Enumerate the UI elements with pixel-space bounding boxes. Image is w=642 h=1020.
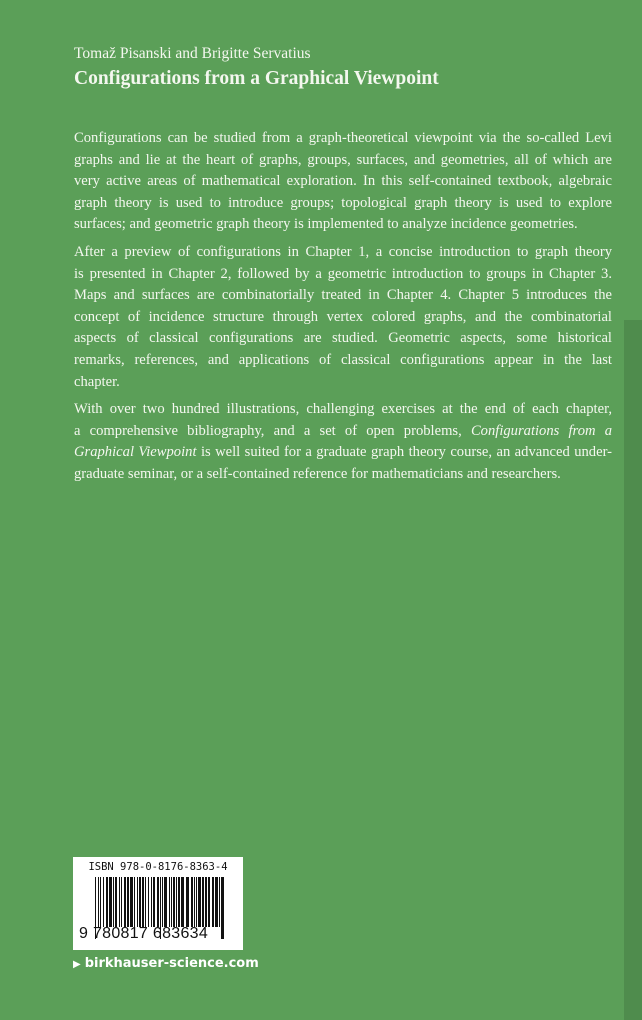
barcode-bar (109, 877, 112, 927)
barcode-bar (100, 877, 101, 927)
barcode-bar (103, 877, 104, 927)
text-line: aspects of classical configurations are studied. Geometric aspects, some historical (74, 330, 612, 347)
barcode-bar (173, 877, 175, 927)
barcode-bar (212, 877, 214, 927)
barcode-bar (142, 877, 144, 927)
text-line: Maps and surfaces are combinatorially treated in Chapter 4. Chapter 5 introduces the (74, 287, 612, 304)
triangle-right-icon: ▶ (73, 959, 81, 970)
barcode-bar (127, 877, 129, 927)
book-authors: Tomaž Pisanski and Brigitte Servatius (74, 45, 311, 62)
barcode-bar (191, 877, 193, 927)
barcode-bar (205, 877, 207, 927)
blurb (74, 128, 612, 492)
barcode-bar (113, 877, 114, 927)
barcode-bar (164, 877, 167, 927)
blurb-paragraph-3 (74, 399, 612, 485)
barcode-bar (134, 877, 135, 927)
barcode-number: 9 780817 683634 (79, 925, 209, 942)
barcode-bar (139, 877, 141, 927)
text-line: surfaces; and geometric graph theory is implemented to analyze incidence geometries. (74, 216, 578, 233)
barcode-bar (157, 877, 159, 927)
barcode-bar (219, 877, 220, 927)
barcode-bar (153, 877, 155, 927)
text-line: graph theory is used to introduce groups; topological graph theory is used to explore (74, 194, 612, 211)
barcode-bar (181, 877, 184, 927)
text-line: is presented in Chapter 2, followed by a geometric introduction to groups in Chapter 3. (74, 265, 612, 282)
url-text: birkhauser-science.com (84, 956, 259, 971)
barcode-bar (137, 877, 138, 927)
text-line: concept of incidence structure through vertex colored graphs, and the combinatorial (74, 308, 612, 325)
barcode-bar (208, 877, 210, 927)
barcode-bar (130, 877, 133, 927)
barcode-bar (176, 877, 177, 927)
blurb-paragraph-1 (74, 128, 612, 236)
barcode-bar (196, 877, 197, 927)
barcode-bar (124, 877, 126, 927)
barcode-bar (121, 877, 122, 927)
isbn-barcode (73, 857, 243, 950)
text-line: graduate seminar, or a self-contained reference for mathematicians and researchers. (74, 465, 561, 482)
barcode-bar (202, 877, 204, 927)
barcode-bar (119, 877, 120, 927)
text-line: graphs and lie at the heart of graphs, groups, surfaces, and geometries, all of which are (74, 151, 612, 168)
barcode-bar (169, 877, 170, 927)
spine-edge-strip (624, 320, 642, 1020)
barcode-bar (98, 877, 99, 927)
barcode-bar (106, 877, 108, 927)
italic-book-title: Graphical Viewpoint (74, 444, 197, 461)
publisher-url[interactable] (73, 956, 259, 971)
text-segment: is well suited for a graduate graph theory course, an advanced under- (200, 444, 612, 461)
text-line: Configurations can be studied from a graph-theoretical viewpoint via the so-called Levi (74, 130, 612, 146)
barcode-bar (215, 877, 218, 927)
text-line: very active areas of mathematical exploration. In this self-contained textbook, algebraic (74, 173, 612, 190)
text-line (74, 442, 612, 464)
barcode-bar (171, 877, 172, 927)
text-line: With over two hundred illustrations, challenging exercises at the end of each chapter, (74, 401, 612, 418)
book-title: Configurations from a Graphical Viewpoint (74, 68, 439, 89)
barcode-bar (221, 877, 224, 939)
text-line: After a preview of configurations in Chapter 1, a concise introduction to graph theory (74, 243, 612, 260)
blurb-paragraph-2 (74, 242, 612, 393)
text-line: chapter. (74, 373, 120, 390)
barcode-bar (148, 877, 149, 927)
text-line (74, 421, 612, 443)
barcode-bar (151, 877, 152, 927)
barcode-bar (198, 877, 201, 927)
text-line: remarks, references, and applications of classical configurations appear in the last (74, 351, 612, 368)
text-segment: a comprehensive bibliography, and a set of open problems, (74, 422, 462, 439)
barcode-bar (186, 877, 189, 927)
barcode-bar (162, 877, 163, 927)
isbn-label: ISBN 978-0-8176-8363-4 (88, 861, 228, 873)
italic-book-title: Configurations from a (470, 422, 613, 439)
barcode-bar (145, 877, 146, 927)
barcode-bar (178, 877, 180, 927)
barcode-bar (194, 877, 195, 927)
barcode-bar (115, 877, 117, 927)
